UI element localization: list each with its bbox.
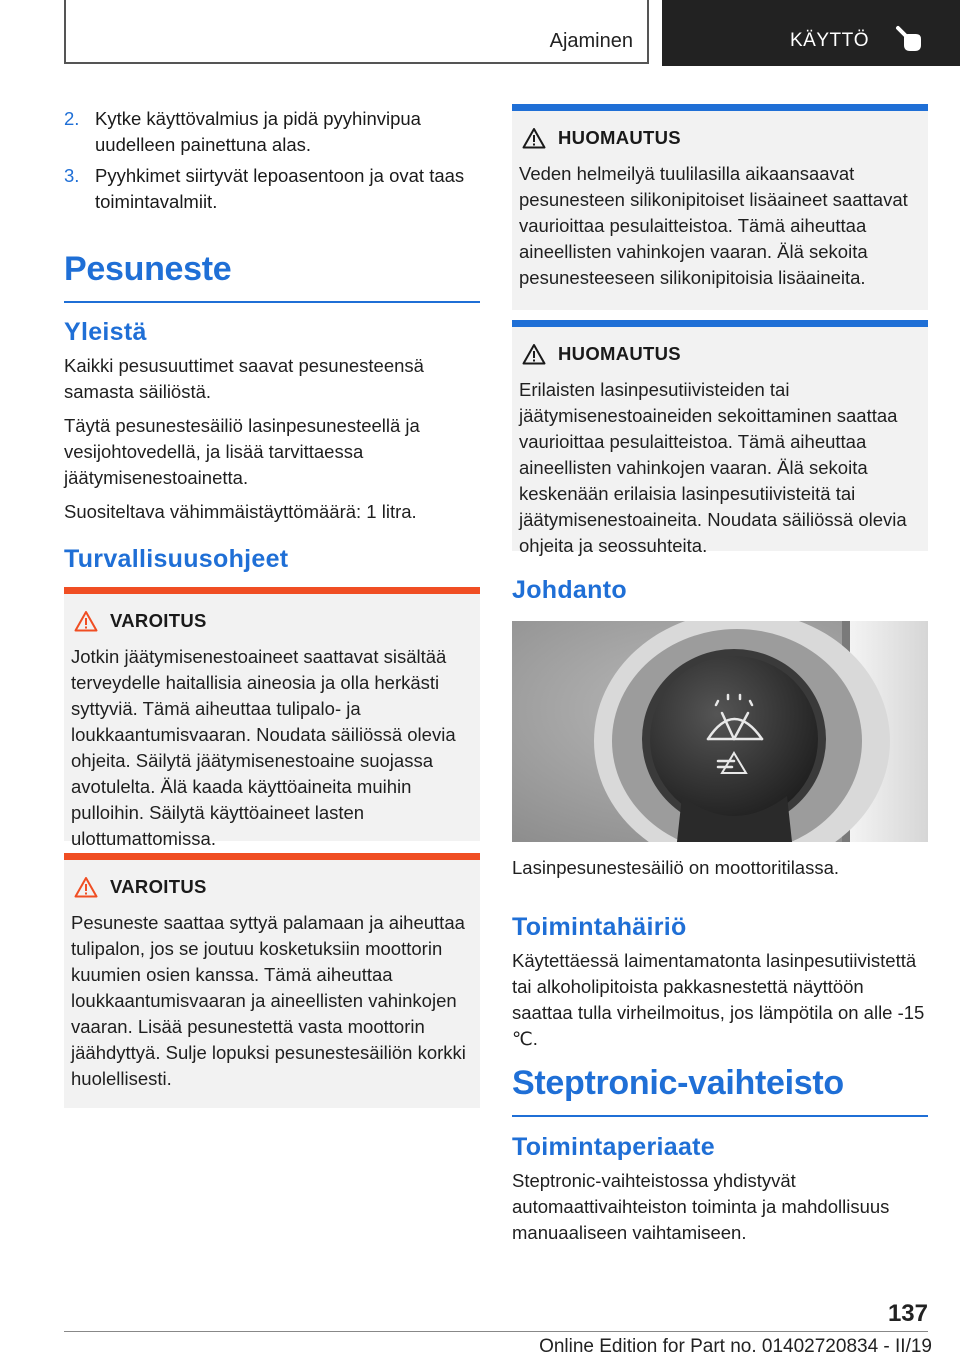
pointing-hand-icon [894, 24, 924, 54]
section-rule [512, 1115, 928, 1117]
notice-box [512, 320, 928, 556]
subsection-title-yleista: Yleistä [64, 318, 147, 346]
header-chapter-tab [662, 0, 960, 66]
paragraph: Täytä pesunestesäiliö lasinpesunesteellä ja vesijohtovedellä, ja lisää tarvittaessa jäätymisenestoainetta. [64, 415, 420, 488]
warning-label: VAROITUS [110, 876, 207, 897]
list-item [64, 163, 480, 215]
step-text: Pyyhkimet siirtyvät lepoasentoon ja ovat taas toimintavalmiit. [95, 165, 465, 212]
warning-title [64, 864, 480, 910]
step-list [64, 106, 480, 215]
notice-bar [512, 320, 928, 327]
warning-label: VAROITUS [110, 610, 207, 631]
section-title-steptronic: Steptronic-vaihteisto [512, 1064, 844, 1102]
notice-title [512, 331, 928, 377]
warning-triangle-icon [522, 127, 546, 149]
image-caption: Lasinpesunestesäiliö on moottoritilassa. [512, 857, 840, 878]
paragraph: Käytettäessä laimentamatonta lasinpesutiivistettä tai alkoholipitoista pakkasnestettä näyttöön saattaa tulla virheilmoitus, jos lämpötila on alle -15 ℃. [512, 950, 925, 1049]
notice-box [512, 104, 928, 310]
header-section-label: Ajaminen [549, 30, 633, 52]
edition-label: Online Edition for Part no. 01402720834 - II/19 [539, 1336, 932, 1357]
subsection-title-toimintaperiaate: Toimintaperiaate [512, 1133, 715, 1161]
footer-rule [64, 1331, 928, 1332]
subsection-title-johdanto: Johdanto [512, 576, 627, 604]
notice-label: HUOMAUTUS [558, 127, 681, 148]
step-text: Kytke käyttövalmius ja pidä pyyhinvipua uudelleen painettuna alas. [95, 108, 421, 155]
warning-bar [64, 587, 480, 594]
warning-box [64, 587, 480, 849]
page-number: 137 [887, 1300, 928, 1327]
warning-bar [64, 853, 480, 860]
paragraph: Kaikki pesusuuttimet saavat pesunesteensä samasta säiliöstä. [64, 355, 424, 402]
notice-title [512, 115, 928, 161]
section-title-pesuneste: Pesuneste [64, 250, 232, 288]
warning-text: Pesuneste saattaa syttyä palamaan ja aiheuttaa tulipalon, jos se joutuu kosketuksiin moottorin kuumien osien kanssa. Tämä aiheuttaa loukkaantumisvaaran ja aineellisten vahinkojen vaaran. Lisää pesunestettä vasta moottorin jäähdyttyä. Sulje lopuksi pesunestesäiliön korkki huolellisesti. [71, 912, 466, 1089]
warning-title [64, 598, 480, 644]
warning-triangle-icon [522, 343, 546, 365]
notice-label: HUOMAUTUS [558, 343, 681, 364]
warning-triangle-icon [74, 610, 98, 632]
subsection-title-turvallisuus: Turvallisuusohjeet [64, 545, 289, 573]
washer-reservoir-photo [512, 621, 928, 842]
notice-bar [512, 104, 928, 111]
section-rule [64, 301, 480, 303]
notice-text: Erilaisten lasinpesutiivisteiden tai jäätymisenestoaineiden sekoittaminen saattaa vaurioittaa pesulaitteistoa. Tämä aiheuttaa aineellisten vahinkojen vaaran. Älä sekoita keskenään erilaisia lasinpesutiivisteitä tai jäätymisenestoaineita. Noudata säiliössä olevia ohjeita ja seossuhteita. [519, 379, 907, 556]
step-number: 2. [64, 108, 80, 129]
paragraph: Suositeltava vähimmäistäyttömäärä: 1 litra. [64, 501, 417, 522]
header-section-tab [64, 0, 649, 64]
warning-text: Jotkin jäätymisenestoaineet saattavat sisältää terveydelle haitallisia aineosia ja olla herkästi syttyviä. Tämä aiheuttaa tulipalo- ja loukkaantumisvaaran. Noudata säiliössä olevia ohjeita. Säilytä jäätymisenestoaine suojassa avotulelta. Älä kaada käyttöaineita muihin pulloihin. Säilytä käyttöaineet lasten ulottumattomissa. [71, 646, 456, 849]
subsection-title-toimintahairio: Toimintahäiriö [512, 913, 687, 941]
header-chapter-label: KÄYTTÖ [790, 30, 870, 51]
warning-triangle-icon [74, 876, 98, 898]
list-item [64, 106, 480, 158]
paragraph: Steptronic-vaihteistossa yhdistyvät automaattivaihteiston toiminta ja mahdollisuus manuaaliseen vaihtamiseen. [512, 1170, 890, 1243]
notice-text: Veden helmeilyä tuulilasilla aikaansaavat pesunesteen silikonipitoiset lisäaineet saattavat vaurioittaa pesulaitteistoa. Tämä aiheuttaa aineellisten vahinkojen vaaran. Älä sekoita pesunesteeseen silikonipitoisia lisäaineita. [519, 163, 908, 288]
warning-box [64, 853, 480, 1108]
step-number: 3. [64, 165, 80, 186]
